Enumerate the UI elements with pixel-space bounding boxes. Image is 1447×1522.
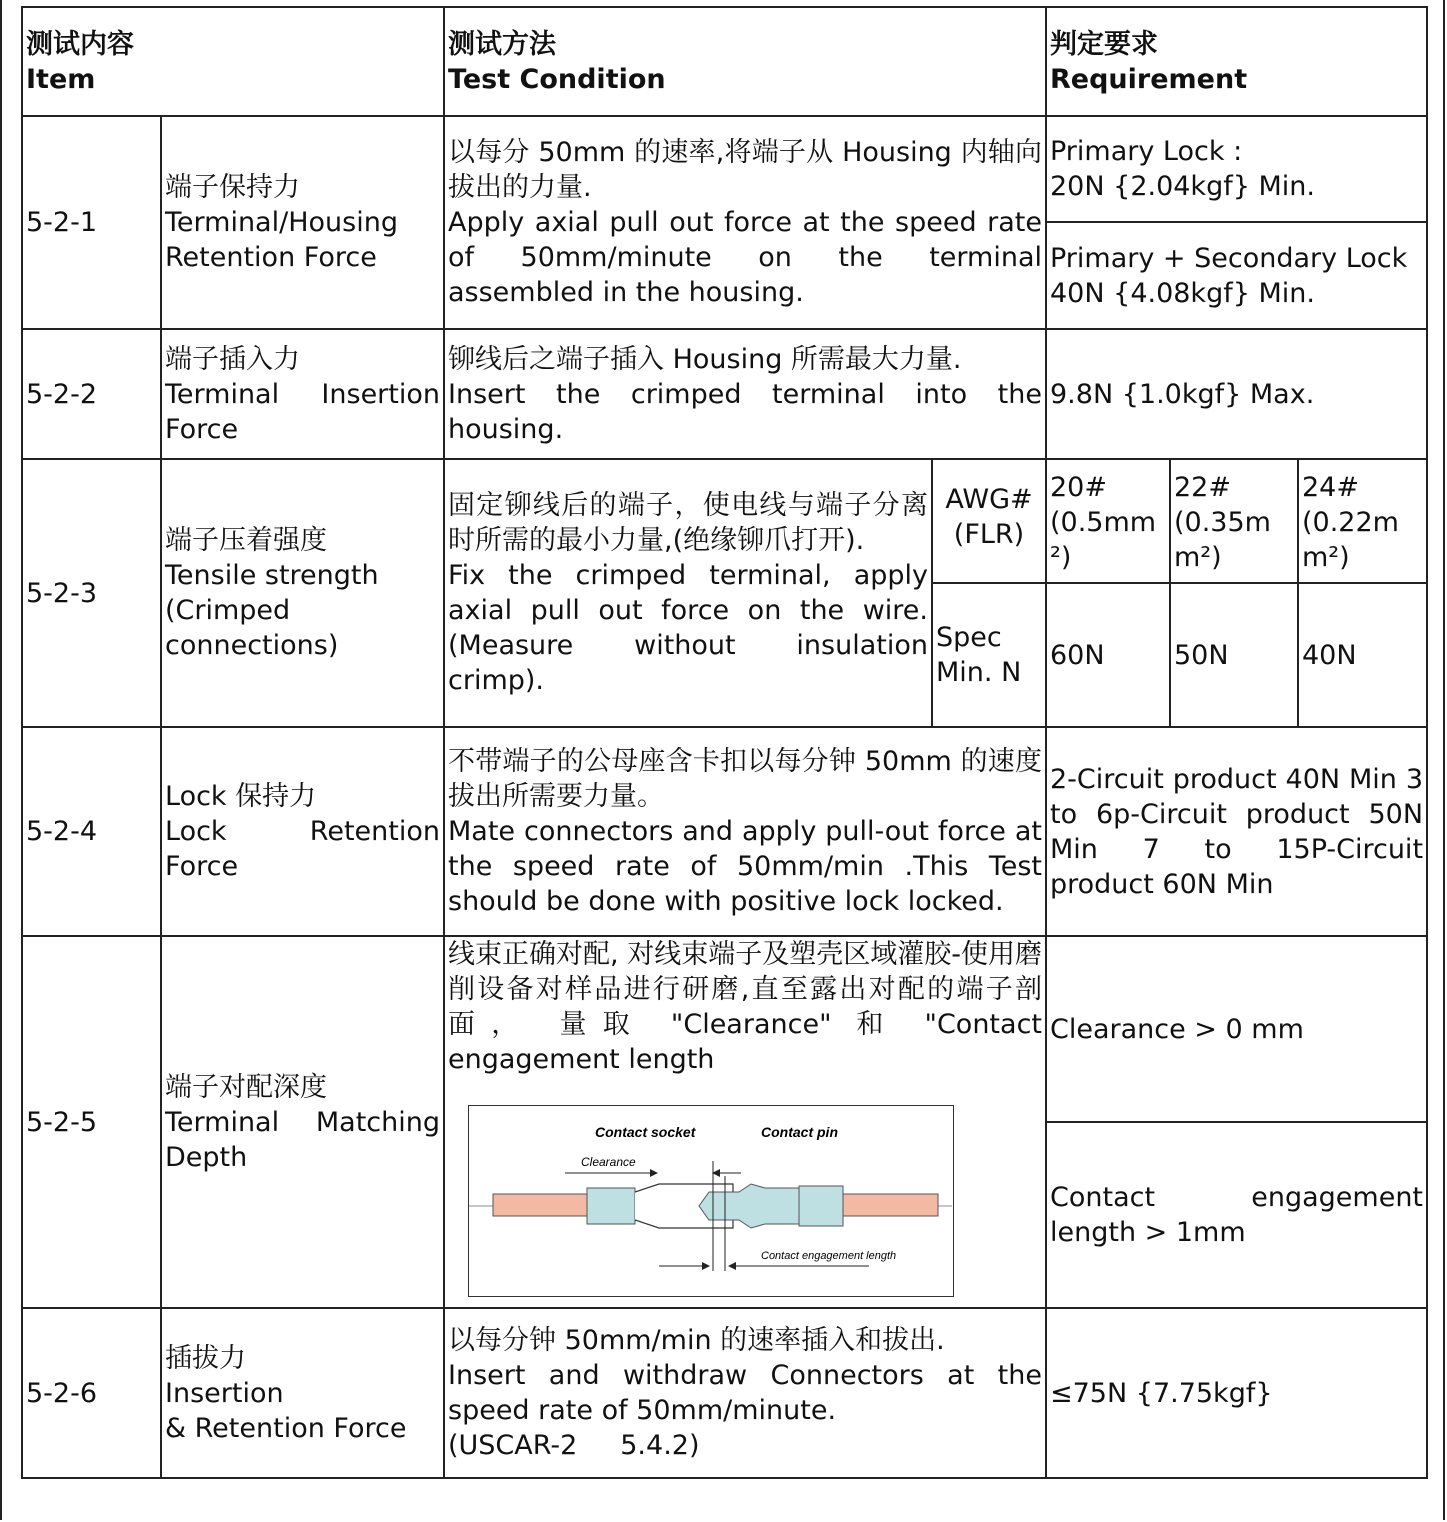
item-en: connections) (165, 630, 339, 661)
requirement-text: 40N {4.08kgf} Min. (1050, 277, 1315, 309)
wire-right (843, 1194, 938, 1216)
socket-crimp (587, 1188, 635, 1224)
method-cell (444, 1308, 1046, 1478)
requirement-text: Clearance > 0 mm (1046, 936, 1427, 1122)
awg-label: (FLR) (953, 519, 1025, 550)
table-row (22, 727, 1427, 936)
header-row (22, 7, 1427, 116)
item-cn: 端子压着强度 (165, 525, 327, 556)
requirement-text: 9.8N {1.0kgf} Max. (1046, 329, 1427, 459)
requirement-text: Primary Lock : (1050, 136, 1243, 167)
requirement-text: Primary + Secondary Lock (1050, 242, 1408, 274)
row-id: 5-2-1 (22, 116, 161, 329)
method-cell (444, 459, 932, 727)
spec-value: 50N (1170, 583, 1298, 727)
method-en: Insert and withdraw Connectors at the speed rate of 50mm/minute. (448, 1360, 1042, 1426)
method-en: Apply axial pull out force at the speed rate of 50mm/minute on the terminal assembled in the housing. (448, 207, 1042, 308)
item-en: Terminal Insertion Force (165, 378, 440, 445)
item-cell (161, 116, 444, 329)
label-clearance: Clearance (581, 1155, 636, 1169)
method-cn: 线束正确对配, 对线束端子及塑壳区域灌胶-使用磨削设备对样品进行研磨,直至露出对配的端子剖面， 量取 "Clearance" 和 "Contact engagement length (448, 939, 1042, 1075)
method-en: Fix the crimped terminal, apply axial pull out force on the wire. (Measure without insulation crimp). (448, 560, 928, 696)
header-item (22, 7, 444, 116)
label-contact-pin: Contact pin (761, 1124, 838, 1140)
item-cell (161, 329, 444, 459)
header-requirement (1046, 7, 1427, 116)
awg-label: AWG# (945, 484, 1033, 515)
requirement-text: 20N {2.04kgf} Min. (1050, 171, 1315, 202)
row-id: 5-2-5 (22, 936, 161, 1308)
method-en: Insert the crimped terminal into the housing. (448, 378, 1042, 445)
awg-label-cell (932, 459, 1046, 583)
table-row (22, 936, 1427, 1122)
table-row (22, 116, 1427, 222)
item-cell (161, 936, 444, 1308)
method-cn: 以每分 50mm 的速率,将端子从 Housing 内轴向拔出的力量. (448, 137, 1042, 203)
method-cn: 以每分钟 50mm/min 的速率插入和拔出. (448, 1325, 945, 1356)
table-row (22, 329, 1427, 459)
pin-crimp (799, 1186, 843, 1226)
method-cell (444, 329, 1046, 459)
label-engagement: Contact engagement length (761, 1250, 897, 1262)
row-id: 5-2-6 (22, 1308, 161, 1478)
label-contact-socket: Contact socket (595, 1124, 696, 1140)
method-ref: (USCAR-2 5.4.2) (448, 1430, 700, 1461)
item-en: Terminal Matching Depth (165, 1106, 440, 1173)
spec-table (21, 6, 1428, 1479)
item-en: Tensile strength (165, 560, 379, 591)
spec-value: 60N (1046, 583, 1170, 727)
header-method-en: Test Condition (448, 63, 666, 95)
header-item-cn: 测试内容 (26, 28, 134, 60)
spec-value: 40N (1298, 583, 1427, 727)
header-method (444, 7, 1046, 116)
header-item-en: Item (26, 63, 96, 95)
terminal-diagram (469, 1106, 952, 1295)
item-cn: 端子插入力 (165, 343, 300, 375)
awg-value: 24# (0.22m m²) (1298, 459, 1427, 583)
method-cell (444, 936, 1046, 1308)
spec-label-cell (932, 583, 1046, 727)
requirement-text: 2-Circuit product 40N Min 3 to 6p-Circuit product 50N Min 7 to 15P-Circuit product 60N Min (1046, 727, 1427, 936)
requirement-text: Contact engagement length > 1mm (1046, 1122, 1427, 1308)
item-en: Terminal/Housing (165, 207, 398, 238)
spec-label: Spec (936, 622, 1002, 653)
method-cell (444, 727, 1046, 936)
item-cn: Lock 保持力 (165, 781, 317, 812)
spec-label: Min. N (936, 657, 1022, 688)
row-id: 5-2-3 (22, 459, 161, 727)
method-cn: 不带端子的公母座含卡扣以每分钟 50mm 的速度拔出所需要力量。 (448, 746, 1042, 812)
item-cn: 端子保持力 (165, 172, 300, 203)
item-cell (161, 1308, 444, 1478)
requirement-cell (1046, 116, 1427, 222)
row-id: 5-2-4 (22, 727, 161, 936)
header-req-en: Requirement (1050, 63, 1248, 95)
table-row (22, 1308, 1427, 1478)
item-cell (161, 459, 444, 727)
requirement-text: ≤75N {7.75kgf} (1046, 1308, 1427, 1478)
requirement-cell (1046, 222, 1427, 329)
header-method-cn: 测试方法 (448, 28, 556, 60)
item-en: (Crimped (165, 595, 291, 626)
item-en: & Retention Force (165, 1412, 407, 1444)
awg-value: 22# (0.35m m²) (1170, 459, 1298, 583)
item-en: Lock Retention Force (165, 816, 440, 882)
method-en: Mate connectors and apply pull-out force at the speed rate of 50mm/min .This Test should be done with positive lock locked. (448, 816, 1042, 917)
method-cn: 铆线后之端子插入 Housing 所需最大力量. (448, 343, 962, 375)
table-row (22, 459, 1427, 583)
header-req-cn: 判定要求 (1050, 28, 1158, 60)
wire-left (493, 1194, 587, 1216)
row-id: 5-2-2 (22, 329, 161, 459)
item-cell (161, 727, 444, 936)
item-cn: 插拔力 (165, 1342, 246, 1374)
engagement-figure (468, 1105, 954, 1297)
item-en: Insertion (165, 1377, 284, 1409)
item-cn: 端子对配深度 (165, 1071, 327, 1103)
item-en: Retention Force (165, 242, 377, 273)
method-cell (444, 116, 1046, 329)
method-cn: 固定铆线后的端子，使电线与端子分离时所需的最小力量,(绝缘铆爪打开). (448, 490, 928, 556)
awg-value: 20# (0.5mm ²) (1046, 459, 1170, 583)
